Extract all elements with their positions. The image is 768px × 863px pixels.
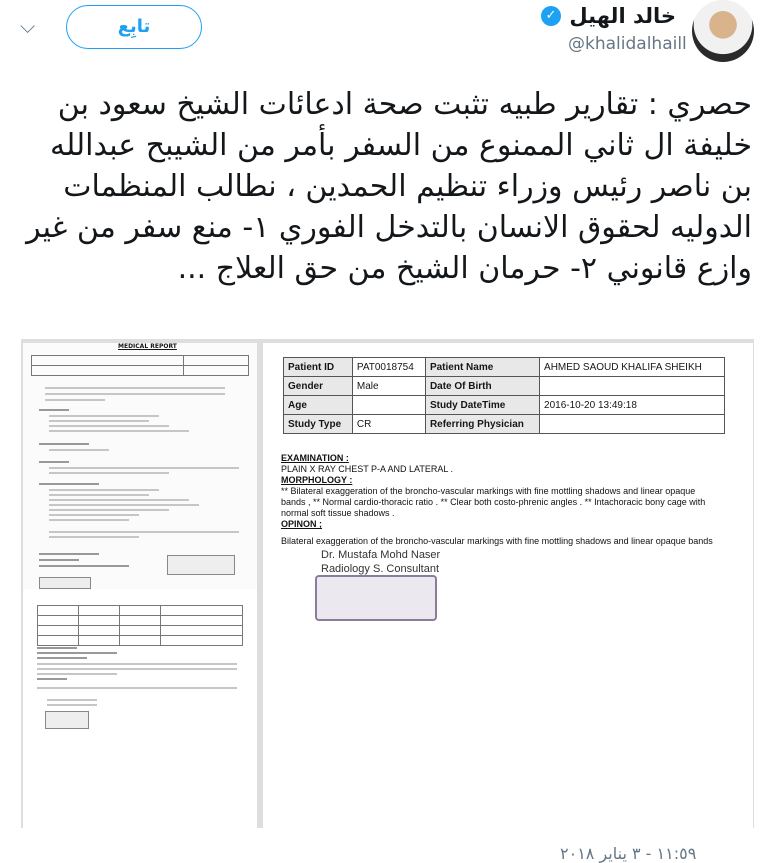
- morphology-text: ** Bilateral exaggeration of the broncho-vascular markings with fine mottling shadows and linear opaque bands , ** Normal cardio-thoracic ratio . ** Clear both costo-phrenic angles . ** Intachoracic bony cage with normal soft tissue shadows .: [281, 486, 706, 518]
- user-handle[interactable]: @khalidalhaill: [568, 34, 687, 54]
- stamp-mark: [39, 577, 91, 589]
- opinion-text: Bilateral exaggeration of the broncho-vascular markings with fine mottling shadows and linear opaque bands: [281, 536, 713, 546]
- tweet-media[interactable]: [21, 339, 754, 828]
- chevron-down-icon[interactable]: ⌵: [20, 14, 36, 38]
- exam-value: PLAIN X RAY CHEST P-A AND LATERAL .: [281, 464, 454, 474]
- avatar[interactable]: [692, 0, 754, 62]
- tweet-timestamp[interactable]: ١١:٥٩ - ٣ يناير ٢٠١٨: [560, 844, 697, 863]
- morphology-label: MORPHOLOGY :: [281, 475, 353, 485]
- doctor-title: Radiology S. Consultant: [321, 563, 440, 575]
- hospital-logo-stamp: [167, 555, 235, 575]
- radiology-report-page[interactable]: [263, 343, 753, 828]
- verified-badge-icon: ✓: [541, 6, 561, 26]
- opinion-label: OPINON ;: [281, 519, 323, 529]
- follow-button[interactable]: تابِع: [66, 5, 202, 49]
- doctor-stamp-thumb: [45, 711, 89, 729]
- doctor-signature-block: [321, 548, 440, 576]
- radiology-report-thumbnail[interactable]: [23, 589, 257, 828]
- patient-info-table: Patient ID PAT0018754 Patient Name AHMED SAOUD KHALIFA SHEIKH Gender Male Date Of Birth Age Study DateTime 2016-10-20 13:49:18 Study Type CR Referring Physician: [283, 357, 725, 434]
- doctor-name: Dr. Mustafa Mohd Naser: [321, 549, 441, 561]
- exam-label: EXAMINATION :: [281, 453, 349, 463]
- report-body: [281, 453, 721, 547]
- report-header-table: [31, 355, 249, 376]
- mini-patient-table: [37, 605, 243, 646]
- medical-report-page[interactable]: [23, 343, 257, 589]
- doctor-stamp: [315, 575, 437, 621]
- tweet-text: حصري : تقارير طبيه تثبت صحة ادعائات الشيخ سعود بن خليفة ال ثاني الممنوع من السفر بأمر من الشيبح عبدالله بن ناصر رئيس وزراء تنظيم الحمدين ، نطالب المنظمات الدوليه لحقوق الانسان بالتدخل الفوري ١- منع سفر من غير وازع قانوني ٢- حرمان الشيخ من حق العلاج ...: [26, 87, 752, 286]
- medical-report-title: MEDICAL REPORT: [118, 343, 177, 350]
- display-name[interactable]: خالد الهيل: [569, 4, 676, 28]
- tweet-header: [0, 0, 768, 80]
